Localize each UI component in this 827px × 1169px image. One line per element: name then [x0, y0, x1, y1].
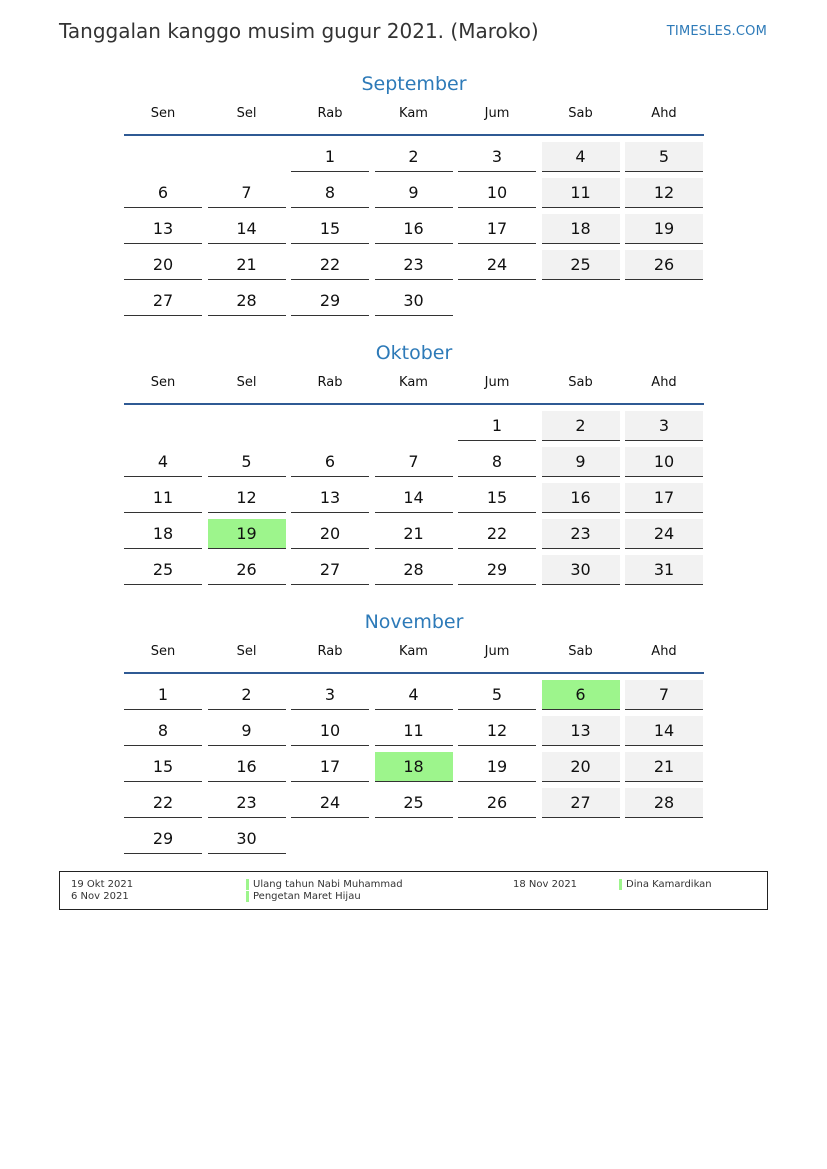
day-cell: 18	[375, 752, 453, 782]
weekday-label: Kam	[399, 375, 428, 390]
month-november	[124, 608, 704, 848]
day-cell: 8	[458, 447, 536, 477]
day-cell: 17	[458, 214, 536, 244]
month-title: November	[364, 611, 464, 633]
site-link[interactable]: TIMESLES.COM	[666, 24, 767, 39]
day-cell: 20	[124, 250, 202, 280]
day-cell: 22	[124, 788, 202, 818]
day-cell: 15	[291, 214, 369, 244]
month-title: September	[361, 73, 467, 95]
day-cell: 2	[542, 411, 620, 441]
weekday-label: Ahd	[651, 375, 677, 390]
day-cell: 29	[458, 555, 536, 585]
weekday-label: Ahd	[651, 644, 677, 659]
day-cell: 28	[208, 286, 286, 316]
day-cell: 16	[375, 214, 453, 244]
day-cell: 5	[625, 142, 703, 172]
day-cell: 14	[625, 716, 703, 746]
day-cell: 12	[458, 716, 536, 746]
day-cell: 28	[625, 788, 703, 818]
day-cell: 9	[375, 178, 453, 208]
day-cell: 28	[375, 555, 453, 585]
day-cell: 12	[208, 483, 286, 513]
day-cell: 22	[291, 250, 369, 280]
day-cell: 9	[542, 447, 620, 477]
day-cell: 21	[208, 250, 286, 280]
weekday-label: Kam	[399, 106, 428, 121]
legend-holiday-name	[246, 879, 403, 890]
month-title: Oktober	[375, 342, 453, 364]
legend-holiday-name	[246, 891, 361, 902]
month-september	[124, 70, 704, 310]
weekday-label: Jum	[484, 644, 510, 659]
day-cell: 22	[458, 519, 536, 549]
day-cell: 11	[375, 716, 453, 746]
day-cell: 5	[208, 447, 286, 477]
day-cell: 1	[124, 680, 202, 710]
legend-color-swatch	[246, 879, 249, 890]
day-cell: 6	[124, 178, 202, 208]
legend-date: 18 Nov 2021	[513, 879, 578, 890]
legend-holiday-name	[619, 879, 712, 890]
day-cell: 16	[208, 752, 286, 782]
weekday-label: Sab	[568, 106, 593, 121]
day-cell: 8	[124, 716, 202, 746]
day-cell: 7	[625, 680, 703, 710]
day-cell: 2	[375, 142, 453, 172]
day-cell: 17	[625, 483, 703, 513]
weekday-label: Kam	[399, 644, 428, 659]
day-cell: 21	[375, 519, 453, 549]
legend-holiday-label: Ulang tahun Nabi Muhammad	[253, 879, 403, 890]
day-cell: 1	[458, 411, 536, 441]
weekday-label: Sab	[568, 375, 593, 390]
day-cell: 4	[375, 680, 453, 710]
day-cell: 10	[291, 716, 369, 746]
day-cell: 16	[542, 483, 620, 513]
day-cell: 30	[375, 286, 453, 316]
day-cell: 29	[124, 824, 202, 854]
day-cell: 3	[625, 411, 703, 441]
day-cell: 30	[208, 824, 286, 854]
day-cell: 4	[542, 142, 620, 172]
weekday-label: Sel	[236, 106, 257, 121]
weekday-label: Sel	[236, 375, 257, 390]
day-cell: 25	[124, 555, 202, 585]
day-cell: 24	[625, 519, 703, 549]
day-cell: 8	[291, 178, 369, 208]
day-cell: 25	[542, 250, 620, 280]
day-cell: 31	[625, 555, 703, 585]
day-cell: 7	[375, 447, 453, 477]
day-cell: 5	[458, 680, 536, 710]
day-cell: 10	[458, 178, 536, 208]
day-cell: 15	[124, 752, 202, 782]
day-cell: 29	[291, 286, 369, 316]
day-cell: 19	[208, 519, 286, 549]
day-cell: 30	[542, 555, 620, 585]
weekday-label: Rab	[317, 644, 343, 659]
day-cell: 23	[375, 250, 453, 280]
weekday-label: Ahd	[651, 106, 677, 121]
day-cell: 6	[291, 447, 369, 477]
weekday-header-row	[124, 367, 704, 405]
day-cell: 3	[291, 680, 369, 710]
day-cell: 6	[542, 680, 620, 710]
day-cell: 11	[124, 483, 202, 513]
day-cell: 26	[625, 250, 703, 280]
day-cell: 4	[124, 447, 202, 477]
weekday-header-row	[124, 636, 704, 674]
weekday-label: Rab	[317, 375, 343, 390]
weekday-label: Sel	[236, 644, 257, 659]
weekday-label: Rab	[317, 106, 343, 121]
day-cell: 27	[124, 286, 202, 316]
day-cell: 14	[208, 214, 286, 244]
legend-holiday-label: Dina Kamardikan	[626, 879, 712, 890]
weekday-label: Sen	[150, 644, 176, 659]
day-cell: 26	[208, 555, 286, 585]
day-cell: 18	[542, 214, 620, 244]
day-cell: 19	[625, 214, 703, 244]
day-cell: 1	[291, 142, 369, 172]
holiday-legend	[59, 871, 768, 910]
day-cell: 9	[208, 716, 286, 746]
day-cell: 15	[458, 483, 536, 513]
day-cell: 14	[375, 483, 453, 513]
day-cell: 27	[291, 555, 369, 585]
day-cell: 2	[208, 680, 286, 710]
legend-color-swatch	[246, 891, 249, 902]
weekday-header-row	[124, 98, 704, 136]
legend-date: 6 Nov 2021	[71, 891, 129, 902]
legend-date: 19 Okt 2021	[71, 879, 134, 890]
day-cell: 12	[625, 178, 703, 208]
day-cell: 11	[542, 178, 620, 208]
day-cell: 3	[458, 142, 536, 172]
day-cell: 21	[625, 752, 703, 782]
day-cell: 20	[291, 519, 369, 549]
day-cell: 13	[124, 214, 202, 244]
weekday-label: Jum	[484, 106, 510, 121]
weekday-label: Jum	[484, 375, 510, 390]
day-cell: 24	[291, 788, 369, 818]
day-cell: 27	[542, 788, 620, 818]
day-cell: 17	[291, 752, 369, 782]
day-cell: 23	[542, 519, 620, 549]
legend-color-swatch	[619, 879, 622, 890]
day-cell: 10	[625, 447, 703, 477]
day-cell: 26	[458, 788, 536, 818]
weekday-label: Sen	[150, 375, 176, 390]
day-cell: 20	[542, 752, 620, 782]
legend-holiday-label: Pengetan Maret Hijau	[253, 891, 361, 902]
day-cell: 19	[458, 752, 536, 782]
day-cell: 7	[208, 178, 286, 208]
month-oktober	[124, 339, 704, 579]
day-cell: 13	[291, 483, 369, 513]
day-cell: 24	[458, 250, 536, 280]
day-cell: 13	[542, 716, 620, 746]
day-cell: 23	[208, 788, 286, 818]
weekday-label: Sab	[568, 644, 593, 659]
page-title: Tanggalan kanggo musim gugur 2021. (Maroko)	[59, 19, 539, 43]
weekday-label: Sen	[150, 106, 176, 121]
day-cell: 18	[124, 519, 202, 549]
day-cell: 25	[375, 788, 453, 818]
